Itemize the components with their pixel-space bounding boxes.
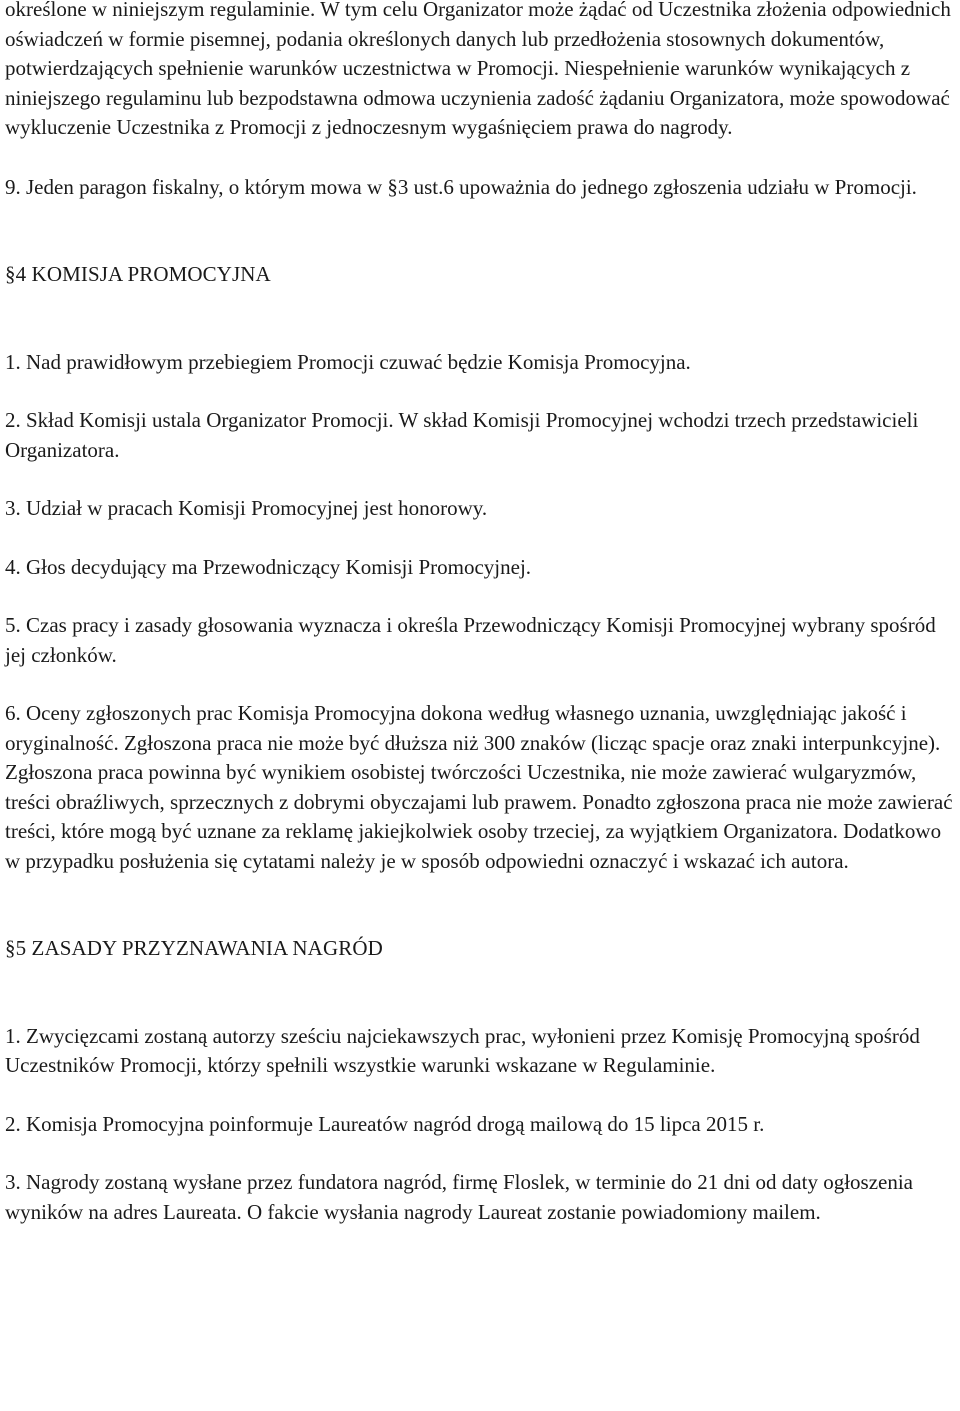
section-4-item-1: 1. Nad prawidłowym przebiegiem Promocji czuwać będzie Komisja Promocyjna.: [5, 349, 691, 374]
section-5-heading: §5 ZASADY PRZYZNAWANIA NAGRÓD: [5, 936, 383, 960]
section-4-item-5: 5. Czas pracy i zasady głosowania wyznacza i określa Przewodniczący Komisji Promocyjnej wybrany spośród jej członków.: [5, 613, 936, 667]
paragraph-9: 9. Jeden paragon fiskalny, o którym mowa w §3 ust.6 upoważnia do jednego zgłoszenia udziału w Promocji.: [5, 174, 917, 199]
section-4-item-4: 4. Głos decydujący ma Przewodniczący Komisji Promocyjnej.: [5, 554, 532, 579]
section-5-item-3: 3. Nagrody zostaną wysłane przez fundatora nagród, firmę Floslek, w terminie do 21 dni od daty ogłoszenia wyników na adres Laureata. O fakcie wysłania nagrody Laureat zostanie powiadomiony mailem.: [5, 1170, 913, 1224]
paragraph-intro: określone w niniejszym regulaminie. W tym celu Organizator może żądać od Uczestnika złożenia odpowiednich oświadczeń w formie pisemnej, podania określonych danych lub przedłożenia stosownych dokumentów, potwierdzających spełnienie warunków uczestnictwa w Promocji. Niespełnienie warunków wynikających z niniejszego regulaminu lub bezpodstawna odmowa uczynienia zadość żądaniu Organizatora, może spowodować wykluczenie Uczestnika z Promocji z jednoczesnym wygaśnięciem prawa do nagrody.: [5, 0, 951, 139]
section-5-item-2: 2. Komisja Promocyjna poinformuje Laureatów nagród drogą mailową do 15 lipca 2015 r.: [5, 1111, 765, 1136]
section-4-heading: §4 KOMISJA PROMOCYJNA: [5, 262, 271, 286]
section-4-item-6: 6. Oceny zgłoszonych prac Komisja Promocyjna dokona według własnego uznania, uwzględniając jakość i oryginalność. Zgłoszona praca nie może być dłuższa niż 300 znaków (licząc spacje oraz znaki interpunkcyjne). Zgłoszona praca powinna być wynikiem osobistej twórczości Uczestnika, nie może zawierać wulgaryzmów, treści obraźliwych, sprzecznych z dobrymi obyczajami lub prawem. Ponadto zgłoszona praca nie może zawierać treści, które mogą być uznane za reklamę jakiejkolwiek osoby trzeciej, za wyjątkiem Organizatora. Dodatkowo w przypadku posłużenia się cytatami należy je w sposób odpowiedni oznaczyć i wskazać ich autora.: [5, 701, 953, 873]
section-4-item-3: 3. Udział w pracach Komisji Promocyjnej jest honorowy.: [5, 496, 488, 520]
document-page: [5, 0, 955, 1227]
section-4-item-2: 2. Skład Komisji ustala Organizator Promocji. W skład Komisji Promocyjnej wchodzi trzech przedstawicieli Organizatora.: [5, 408, 919, 462]
section-5-item-1: 1. Zwycięzcami zostaną autorzy sześciu najciekawszych prac, wyłonieni przez Komisję Promocyjną spośród Uczestników Promocji, którzy spełnili wszystkie warunki wskazane w Regulaminie.: [5, 1023, 920, 1077]
